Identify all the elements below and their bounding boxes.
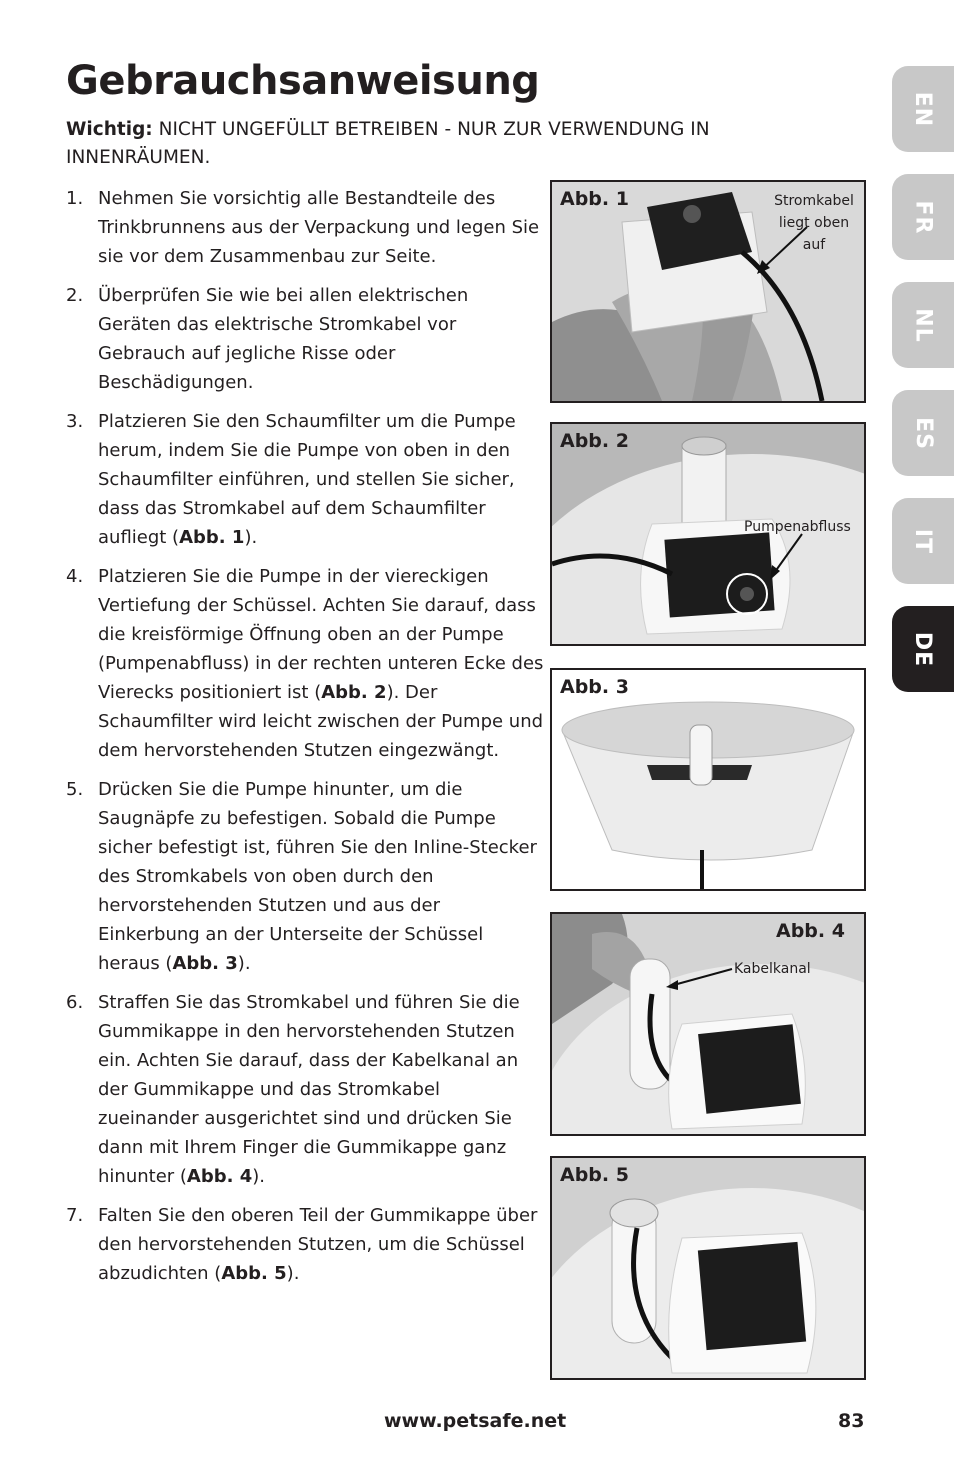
step-text: Platzieren Sie die Pumpe in der viereckigen Vertiefung der Schüssel. Achten Sie darauf, dass die kreisförmige Öffnung oben an der Pumpe (Pumpenabfluss) in der rechten unteren Ecke des Vierecks positioniert ist ( xyxy=(98,566,544,703)
page-number: 83 xyxy=(838,1410,865,1432)
page-title: Gebrauchsanweisung xyxy=(66,58,540,104)
figure-5 xyxy=(550,1156,866,1380)
important-notice xyxy=(66,116,806,172)
step-text: Platzieren Sie den Schaumfilter um die Pumpe herum, indem Sie die Pumpe von oben in den Schaumfilter einführen, und stellen Sie sicher, dass das Stromkabel auf dem Schaumfilter aufliegt ( xyxy=(98,411,516,548)
tab-label: EN xyxy=(910,91,936,127)
step-text-end: ). xyxy=(237,953,251,974)
step-text-end: ). xyxy=(252,1166,266,1187)
footer-url: www.petsafe.net xyxy=(384,1410,567,1432)
figure-3-photo xyxy=(552,670,864,889)
step-number: 2. xyxy=(66,285,84,306)
step-number: 1. xyxy=(66,188,84,209)
step-number: 3. xyxy=(66,411,84,432)
tab-it[interactable] xyxy=(892,498,954,584)
figure-1 xyxy=(550,180,866,403)
figure-3-label: Abb. 3 xyxy=(560,676,629,698)
step-number: 6. xyxy=(66,992,84,1013)
figure-reference: Abb. 5 xyxy=(221,1263,287,1284)
important-label: Wichtig: xyxy=(66,119,153,140)
tab-nl[interactable] xyxy=(892,282,954,368)
tab-label: IT xyxy=(910,528,936,554)
instruction-list xyxy=(66,184,546,1298)
step-6 xyxy=(66,988,546,1191)
step-5 xyxy=(66,775,546,978)
caption-line: auf xyxy=(802,237,826,253)
step-2 xyxy=(66,281,546,397)
step-text-end: ). xyxy=(286,1263,300,1284)
step-number: 5. xyxy=(66,779,84,800)
figure-reference: Abb. 2 xyxy=(321,682,387,703)
tab-de[interactable] xyxy=(892,606,954,692)
tab-label: FR xyxy=(910,200,936,234)
figure-3 xyxy=(550,668,866,891)
figure-2 xyxy=(550,422,866,646)
caption-line: liegt oben xyxy=(778,215,850,231)
figure-5-photo xyxy=(552,1158,864,1378)
tab-label: DE xyxy=(910,631,936,667)
step-number: 7. xyxy=(66,1205,84,1226)
step-text-end: ). xyxy=(244,527,258,548)
step-number: 4. xyxy=(66,566,84,587)
tab-es[interactable] xyxy=(892,390,954,476)
step-4 xyxy=(66,562,546,765)
step-text: Überprüfen Sie wie bei allen elektrischen Geräten das elektrische Stromkabel vor Gebrauch auf jegliche Risse oder Beschädigungen. xyxy=(98,285,469,393)
step-7 xyxy=(66,1201,546,1288)
tab-label: NL xyxy=(910,307,936,343)
step-text: Straffen Sie das Stromkabel und führen Sie die Gummikappe in den hervorstehenden Stutzen ein. Achten Sie darauf, dass der Kabelkanal an der Gummikappe und das Stromkabel zueinander ausgerichtet sind und drücken Sie dann mit Ihrem Finger die Gummikappe ganz hinunter ( xyxy=(98,992,520,1187)
important-text: NICHT UNGEFÜLLT BETREIBEN - NUR ZUR VERWENDUNG IN INNENRÄUMEN. xyxy=(66,119,710,168)
figure-4-caption: Kabelkanal xyxy=(734,961,811,977)
tab-fr[interactable] xyxy=(892,174,954,260)
caption-line: Stromkabel xyxy=(774,193,854,209)
figure-4 xyxy=(550,912,866,1136)
figure-1-caption xyxy=(764,190,864,256)
step-1 xyxy=(66,184,546,271)
step-text: Drücken Sie die Pumpe hinunter, um die Saugnäpfe zu befestigen. Sobald die Pumpe sicher befestigt ist, führen Sie den Inline-Stecker des Stromkabels von oben durch den hervorstehenden Stutzen und aus der Einkerbung an der Unterseite der Schüssel heraus ( xyxy=(98,779,537,974)
step-text: Nehmen Sie vorsichtig alle Bestandteile des Trinkbrunnens aus der Verpackung und legen Sie sie vor dem Zusammenbau zur Seite. xyxy=(98,188,540,267)
figure-2-caption: Pumpenabfluss xyxy=(744,519,851,535)
step-text-end: ). Der Schaumfilter wird leicht zwischen der Pumpe und dem hervorstehenden Stutzen eingezwängt. xyxy=(98,682,544,761)
tab-en[interactable] xyxy=(892,66,954,152)
figure-reference: Abb. 3 xyxy=(172,953,238,974)
figure-4-photo xyxy=(552,914,864,1134)
figure-1-label: Abb. 1 xyxy=(560,188,629,210)
figure-4-label: Abb. 4 xyxy=(776,920,845,942)
figure-reference: Abb. 1 xyxy=(179,527,245,548)
figure-reference: Abb. 4 xyxy=(186,1166,253,1187)
step-3 xyxy=(66,407,546,552)
figure-2-label: Abb. 2 xyxy=(560,430,629,452)
step-text: Falten Sie den oberen Teil der Gummikappe über den hervorstehenden Stutzen, um die Schüssel abzudichten ( xyxy=(98,1205,538,1284)
tab-label: ES xyxy=(910,416,936,450)
figure-5-label: Abb. 5 xyxy=(560,1164,629,1186)
